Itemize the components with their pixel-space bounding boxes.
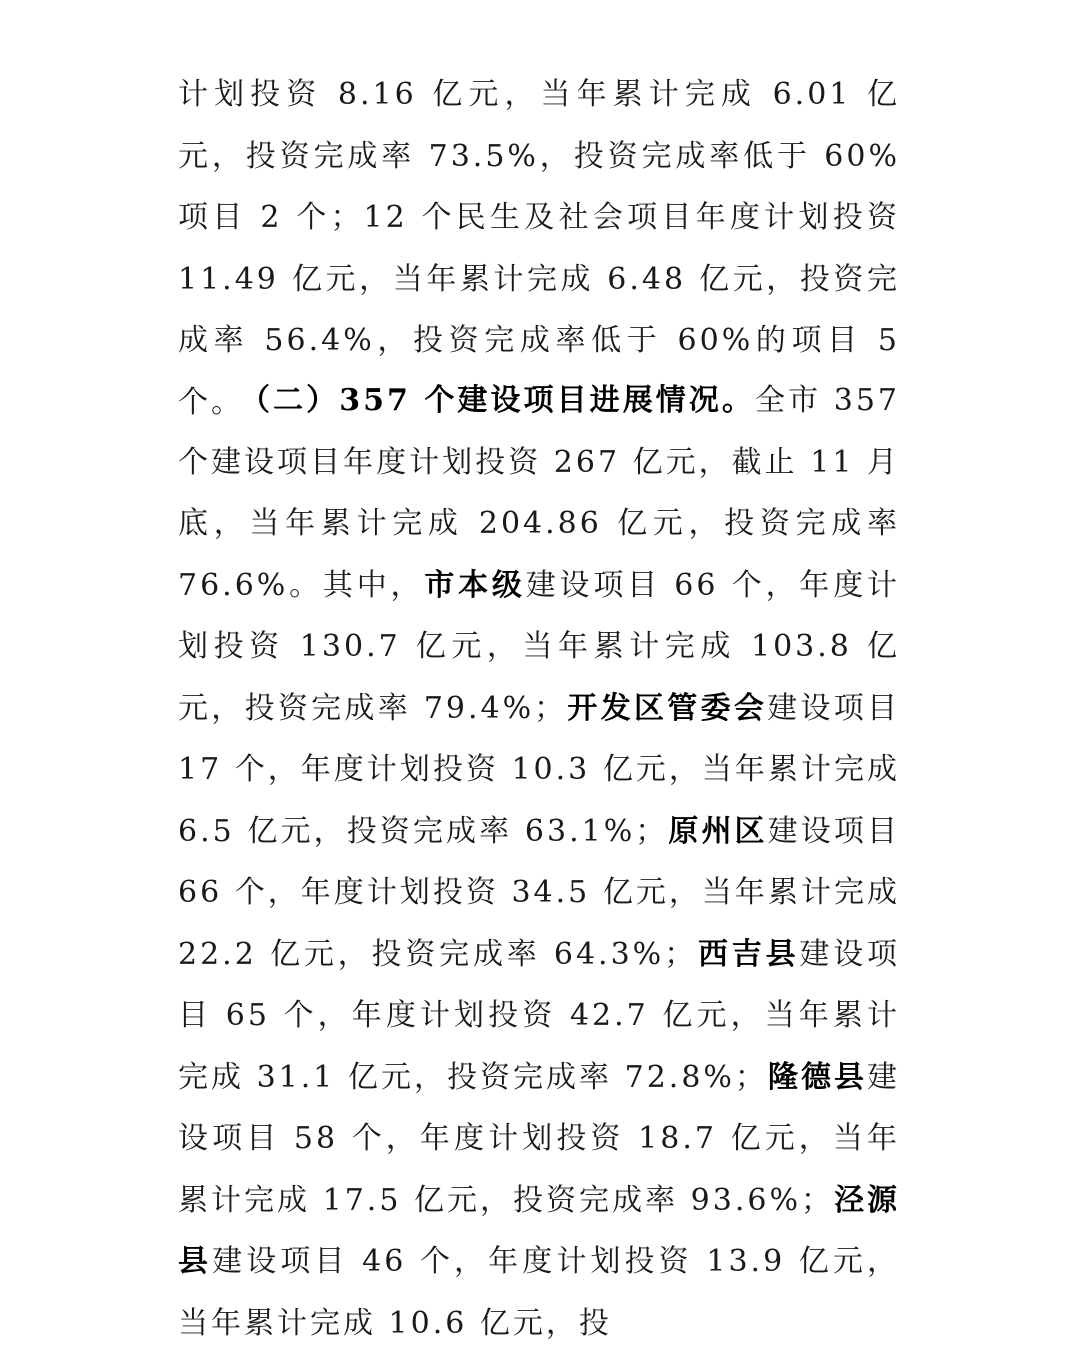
unit-name-city: 市本级 — [424, 567, 526, 603]
unit-name-yuanzhou: 原州区 — [668, 813, 768, 849]
unit-text-yuanzhou: 建设项目 66 个，年度计划投资 34.5 亿元，当年累计完成 22.2 亿元，投资完成率 64.3%； — [178, 813, 901, 972]
unit-text-jingyuan: 建设项目 46 个，年度计划投资 13.9 亿元，当年累计完成 10.6 亿元，投 — [178, 1244, 901, 1341]
unit-text-xiji: 建设项目 65 个，年度计划投资 42.7 亿元，当年累计完成 31.1 亿元，投资完成率 72.8%； — [178, 936, 901, 1095]
paragraph-construction-projects — [178, 370, 900, 1354]
unit-name-dev-zone: 开发区管委会 — [567, 690, 768, 726]
section-heading: （二）357 个建设项目进展情况。 — [240, 383, 755, 418]
unit-name-xiji: 西吉县 — [697, 936, 800, 972]
section-intro: 全市 357 个建设项目年度计划投资 267 亿元，截止 11 月底，当年累计完成 204.86 亿元，投资完成率 76.6%。其中， — [178, 383, 900, 603]
unit-name-longde: 隆德县 — [767, 1059, 868, 1095]
unit-text-city: 建设项目 66 个，年度计划投资 130.7 亿元，当年累计完成 103.8 亿元，投资完成率 79.4%； — [178, 567, 901, 726]
unit-text-longde: 建设项目 58 个，年度计划投资 18.7 亿元，当年累计完成 17.5 亿元，投资完成率 93.6%； — [178, 1059, 901, 1218]
unit-text-dev-zone: 建设项目 17 个，年度计划投资 10.3 亿元，当年累计完成 6.5 亿元，投资完成率 63.1%； — [178, 690, 901, 849]
unit-name-jingyuan: 泾源县 — [178, 1182, 901, 1279]
paragraph-investment-summary: 计划投资 8.16 亿元，当年累计完成 6.01 亿元，投资完成率 73.5%，投资完成率低于 60%项目 2 个；12 个民生及社会项目年度计划投资 11.49 亿元，当年累计完成 6.48 亿元，投资完成率 56.4%，投资完成率低于 60%的项目 5 个。 — [178, 77, 900, 420]
